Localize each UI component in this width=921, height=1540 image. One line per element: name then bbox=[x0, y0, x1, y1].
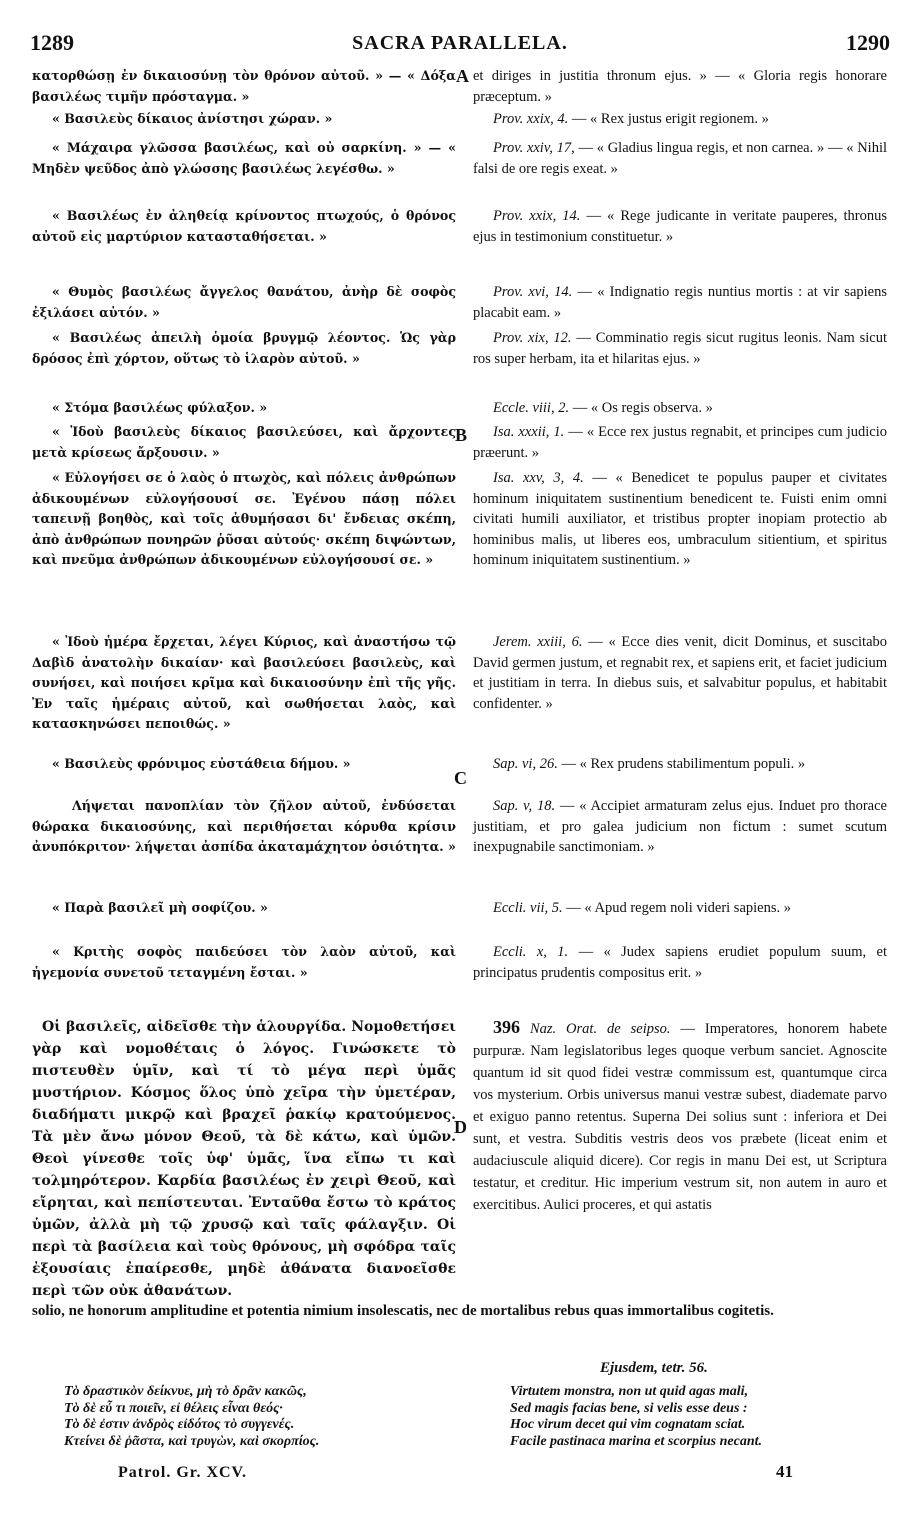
latin-para-14: Eccli. x, 1. — « Judex sapiens erudiet populum suum, et principatus prudentis compositus erit. » bbox=[473, 944, 887, 981]
margin-letter-c: C bbox=[454, 768, 467, 788]
scripture-ref: Eccle. viii, 2. bbox=[493, 400, 570, 416]
source-ref: Naz. Orat. de seipso. bbox=[529, 1021, 671, 1037]
poem-line: Τὸ δὲ ἐστιν ἀνδρὸς εἰδότος τὸ συγγενές. bbox=[64, 1417, 295, 1432]
greek-para-11: « Βασιλεὺς φρόνιμος εὐστάθεια δήμου. » bbox=[52, 756, 351, 771]
latin-para-9: Isa. xxv, 3, 4. — « Benedicet te populus pauper et civitates hominum iniquitatem sustinentium benedicent te. Fuisti enim omni civitati humili auxiliator, et tristibus propter inopiam protectio ab hominibus malis, ut liberes eos, umbraculum sitientium, et spiritus hominum iniquitatem sustinentium. » bbox=[473, 470, 887, 569]
poem-title: Ejusdem, tetr. 56. bbox=[600, 1360, 708, 1376]
section-number: 396 bbox=[493, 1017, 520, 1037]
scripture-ref: Prov. xix, 12. bbox=[493, 330, 572, 346]
greek-para-9: « Εὐλογήσει σε ὁ λαὸς ὁ πτωχὸς, καὶ πόλεις ἀνθρώπων ἀδικουμένων εὐλογήσουσί σε. Ἐγένου πάσῃ πόλει ταπεινῇ βοηθὸς, καὶ τοῖς ἀθυμήσασι δι' ἔνδειας σκέπη, ἀπὸ ἀνθρώπων πονηρῶν ῥῦσαι αὐτούς· σκέπη διψώντων, καὶ πνεῦμα ἀνθρώπων ἀδικουμένων εὐλογήσουσί σε. » bbox=[32, 470, 456, 568]
latin-para-13: Eccli. vii, 5. — « Apud regem noli videri sapiens. » bbox=[493, 900, 791, 916]
latin-para-4: Prov. xxix, 14. — « Rege judicante in veritate pauperes, thronus ejus in testimonium constituetur. » bbox=[473, 208, 887, 245]
latin-para-8: Isa. xxxii, 1. — « Ecce rex justus regnabit, et principes cum judicio præerunt. » bbox=[473, 424, 887, 461]
scripture-ref: Prov. xxiv, 17, bbox=[493, 140, 575, 156]
greek-para-1: κατορθώσῃ ἐν δικαιοσύνῃ τὸν θρόνον αὐτοῦ. » — « Δόξα βασιλέως τιμῆν πρόσταγμα. » bbox=[32, 68, 456, 104]
latin-para-11: Sap. vi, 26. — « Rex prudens stabilimentum populi. » bbox=[493, 756, 806, 772]
greek-para-15: Οἱ βασιλεῖς, αἰδεῖσθε τὴν ἁλουργίδα. Νομοθετήσει γὰρ καὶ νομοθέταις ὁ λόγος. Γινώσκετε τὸ πιστευθὲν ὑμῖν, καὶ τί τὸ μέγα περὶ ὑμᾶς μυστήριον. Κόσμος ὅλος ὑπὸ χεῖρα τὴν ὑμετέραν, διαδήματι μικρῷ καὶ βραχεῖ ῥακίῳ κρατούμενος. Τὰ μὲν ἄνω μόνον Θεοῦ, τὰ δὲ κάτω, καὶ ὑμῶν. Θεοὶ γίνεσθε τοῖς ὑφ' ὑμᾶς, ἵνα εἴπω τι καὶ τολμηρότερον. Καρδία βασιλέως ἐν χειρὶ Θεοῦ, καὶ εἴρηται, καὶ πεπίστευται. Ἐνταῦθα ἔστω τὸ κράτος ὑμῶν, ἀλλὰ μὴ τῷ χρυσῷ καὶ ταῖς φάλαγξιν. Οἱ περὶ τὰ βασίλεια καὶ τοὺς θρόνους, μὴ σφόδρα ταῖς ἐξουσίαις ἐπαίρεσθε, μηδὲ ἀθάνατα διανοεῖσθε περὶ τῶν οὐκ ἀθανάτων. bbox=[32, 1019, 456, 1299]
latin-para-6: Prov. xix, 12. — Comminatio regis sicut rugitus leonis. Nam sicut ros super herbam, ita et hilaritas ejus. » bbox=[473, 330, 888, 367]
full-width-continuation: solio, ne honorum amplitudine et potentia nimium insolescatis, nec de mortalibus rebus quas immortalibus cogitetis. bbox=[32, 1303, 774, 1319]
greek-para-14: « Κριτὴς σοφὸς παιδεύσει τὸν λαὸν αὐτοῦ, καὶ ἡγεμονία συνετοῦ τεταγμένη ἔσται. » bbox=[32, 944, 456, 980]
scripture-ref: Sap. vi, 26. bbox=[493, 756, 558, 772]
scripture-ref: Prov. xvi, 14. bbox=[493, 284, 573, 300]
poem-line: Hoc virum decet qui vim cognatam sciat. bbox=[510, 1417, 746, 1432]
latin-para-3: Prov. xxiv, 17, — « Gladius lingua regis, et non carnea. » — « Nihil falsi de ore regis exeat. » bbox=[473, 140, 887, 177]
scripture-ref: Isa. xxv, 3, 4. bbox=[493, 470, 584, 486]
latin-para-396: 396 Naz. Orat. de seipso. — Imperatores, honorem habete purpuræ. Nam legislatoribus leges quoque verbum sanciet. Agnoscite quantum id sit quod fidei vestræ commissum est, quantumque circa vos mysterium. Orbis universus manui vestræ subest, diademate parvo et exiguo panno retentus. Superna Dei solius sunt : inferiora et Dei sunt, et vestra. Subditis vestris deos vos præbete (liceat enim et audaciuscule aliquid dicere). Cor regis in manu Dei est, ut Scriptura testatur, et creditur. Hic imperium vestrum sit, non autem in auro et exercitibus. Aulici proceres, et qui astatis bbox=[473, 1017, 888, 1213]
greek-para-5: « Θυμὸς βασιλέως ἄγγελος θανάτου, ἀνὴρ δὲ σοφὸς ἐξιλάσει αὐτόν. » bbox=[32, 284, 456, 320]
page-number-left: 1289 bbox=[30, 30, 74, 55]
scripture-ref: Eccli. vii, 5. bbox=[493, 900, 563, 916]
scripture-ref: Prov. xxix, 14. bbox=[493, 208, 581, 224]
greek-para-10: « Ἰδοὺ ἡμέρα ἔρχεται, λέγει Κύριος, καὶ ἀναστήσω τῷ Δαβὶδ ἀνατολὴν δικαίαν· καὶ βασιλεύσει βασιλεὺς, καὶ συνήσει, καὶ ποιήσει κρῖμα καὶ δικαιοσύνην ἐπὶ τῆς γῆς. Ἐν ταῖς ἡμέραις αὐτοῦ, καὶ σωθήσεται λαὸς, καὶ κατασκηνώσει πεποιθώς. » bbox=[32, 634, 456, 732]
poem-line: Κτείνει δὲ ῥᾶστα, καὶ τρυγὼν, καὶ σκορπίος. bbox=[64, 1433, 320, 1449]
greek-para-3: « Μάχαιρα γλῶσσα βασιλέως, καὶ οὐ σαρκίνη. » — « Μηδὲν ψεῦδος ἀπὸ γλώσσης βασιλέως λεγέσθω. » bbox=[32, 140, 456, 176]
footer-signature: Patrol. Gr. XCV. bbox=[118, 1464, 248, 1481]
greek-tetrastich bbox=[64, 1384, 319, 1450]
greek-para-12: Λήψεται πανοπλίαν τὸν ζῆλον αὐτοῦ, ἐνδύσεται θώρακα δικαιοσύνης, καὶ περιθήσεται κόρυθα κρίσιν ἀνυπόκριτον· λήψεται ἀσπίδα ἀκαταμάχητον ὁσιότητα. » bbox=[32, 798, 456, 855]
scripture-ref: Jerem. xxiii, 6. bbox=[493, 634, 583, 650]
greek-para-7: « Στόμα βασιλέως φύλαξον. » bbox=[52, 400, 268, 415]
latin-para-1: et diriges in justitia thronum ejus. » — « Gloria regis honorare præceptum. » bbox=[473, 68, 887, 105]
page-header bbox=[30, 30, 890, 60]
latin-para-2: Prov. xxix, 4. — « Rex justus erigit regionem. » bbox=[493, 111, 769, 127]
poem-line: Τὸ δὲ εὖ τι ποιεῖν, εἰ θέλεις εἶναι θεός· bbox=[64, 1400, 283, 1416]
greek-para-4: « Βασιλέως ἐν ἀληθείᾳ κρίνοντος πτωχούς, ὁ θρόνος αὐτοῦ εἰς μαρτύριον κατασταθήσεται. » bbox=[32, 208, 456, 244]
footer-sheet-number: 41 bbox=[776, 1462, 793, 1481]
poem-line: Τὸ δραστικὸν δείκνυε, μὴ τὸ δρᾶν κακῶς, bbox=[64, 1384, 307, 1399]
scripture-ref: Isa. xxxii, 1. bbox=[493, 424, 565, 440]
greek-para-8: « Ἰδοὺ βασιλεὺς δίκαιος βασιλεύσει, καὶ ἄρχοντες μετὰ κρίσεως ἄρξουσιν. » bbox=[32, 424, 456, 460]
latin-para-10: Jerem. xxiii, 6. — « Ecce dies venit, dicit Dominus, et suscitabo David germen justum, et regnabit rex, et sapiens erit, et faciet judicium et justitiam in terra. In diebus suis, et salvabitur populus, et habitabit confidenter. » bbox=[473, 634, 888, 712]
poem-line: Facile pastinaca marina et scorpius necant. bbox=[510, 1433, 763, 1449]
scripture-ref: Eccli. x, 1. bbox=[493, 944, 569, 960]
scripture-ref: Prov. xxix, 4. bbox=[493, 111, 569, 127]
latin-para-12: Sap. v, 18. — « Accipiet armaturam zelus ejus. Induet pro thorace justitiam, et pro galea judicium non fictum : sumet scutum inexpugnabile sanctimoniam. » bbox=[473, 798, 887, 856]
page-number-right: 1290 bbox=[846, 30, 890, 55]
margin-letter-a: A bbox=[456, 66, 469, 86]
scripture-ref: Sap. v, 18. bbox=[493, 798, 556, 814]
greek-para-2: « Βασιλεὺς δίκαιος ἀνίστησι χώραν. » bbox=[52, 111, 333, 126]
greek-para-6: « Βασιλέως ἀπειλὴ ὁμοία βρυγμῷ λέοντος. Ὡς γὰρ δρόσος ἐπὶ χόρτον, οὕτως τὸ ἱλαρὸν αὐτοῦ. » bbox=[32, 330, 456, 366]
latin-para-5: Prov. xvi, 14. — « Indignatio regis nuntius mortis : at vir sapiens placabit eam. » bbox=[473, 284, 887, 321]
latin-para-7: Eccle. viii, 2. — « Os regis observa. » bbox=[493, 400, 713, 416]
poem-line: Sed magis facias bene, si velis esse deus : bbox=[510, 1400, 748, 1416]
running-title: SACRA PARALLELA. bbox=[352, 32, 568, 54]
poem-line: Virtutem monstra, non ut quid agas mali, bbox=[510, 1384, 749, 1399]
latin-tetrastich bbox=[510, 1384, 762, 1450]
greek-para-13: « Παρὰ βασιλεῖ μὴ σοφίζου. » bbox=[52, 900, 268, 915]
margin-letter-d: D bbox=[454, 1117, 467, 1137]
margin-letter-b: B bbox=[455, 425, 468, 445]
